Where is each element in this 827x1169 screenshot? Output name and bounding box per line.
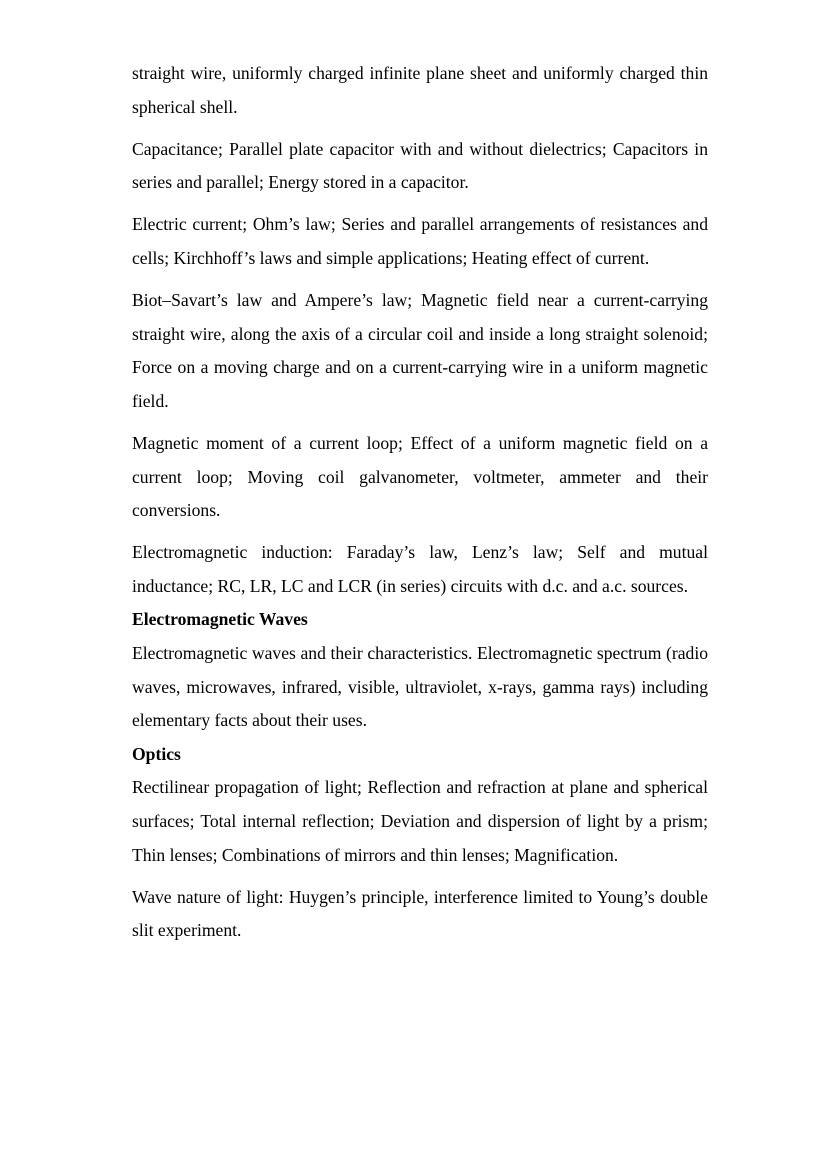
paragraph-electromagnetic-induction: Electromagnetic induction: Faraday’s law, Lenz’s law; Self and mutual inductance; RC, LR, LC and LCR (in series) circuits with d.c. and a.c. sources. bbox=[132, 542, 708, 596]
paragraph-charged-bodies: straight wire, uniformly charged infinite plane sheet and uniformly charged thin spherical shell. bbox=[132, 63, 708, 117]
paragraph-wave-nature: Wave nature of light: Huygen’s principle, interference limited to Young’s double slit experiment. bbox=[132, 886, 708, 941]
paragraph-biot-savart: Biot–Savart’s law and Ampere’s law; Magnetic field near a current-carrying straight wire, along the axis of a circular coil and inside a long straight solenoid; Force on a moving charge and on a current-carrying wire in a uniform magnetic field. bbox=[132, 290, 708, 411]
paragraph-em-waves: Electromagnetic waves and their characteristics. Electromagnetic spectrum (radio waves, microwaves, infrared, visible, ultraviolet, x-rays, gamma rays) including elementary facts about their uses. bbox=[132, 643, 708, 731]
heading-optics: Optics bbox=[132, 743, 181, 764]
document-page bbox=[132, 57, 708, 956]
paragraph-rectilinear-propagation: Rectilinear propagation of light; Reflection and refraction at plane and spherical surfaces; Total internal reflection; Deviation and dispersion of light by a prism; Thin lenses; Combinations of mirrors and thin lenses; Magnification. bbox=[132, 777, 708, 865]
paragraph-magnetic-moment: Magnetic moment of a current loop; Effect of a uniform magnetic field on a current loop; Moving coil galvanometer, voltmeter, ammeter and their conversions. bbox=[132, 432, 708, 521]
paragraph-capacitance: Capacitance; Parallel plate capacitor with and without dielectrics; Capacitors in series and parallel; Energy stored in a capacitor. bbox=[132, 138, 708, 193]
paragraph-electric-current: Electric current; Ohm’s law; Series and parallel arrangements of resistances and cells; Kirchhoff’s laws and simple applications; Heating effect of current. bbox=[132, 214, 708, 268]
heading-electromagnetic-waves: Electromagnetic Waves bbox=[132, 609, 308, 630]
